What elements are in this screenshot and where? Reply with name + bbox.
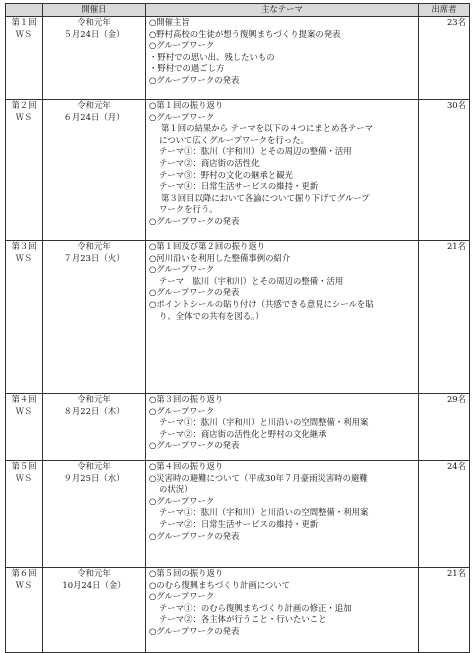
- theme-line: ○のむら復興まちづくり計画について: [149, 579, 291, 590]
- ws-number-cell: [6, 394, 43, 461]
- table-row: [6, 394, 470, 461]
- attendance-cell: [419, 461, 470, 568]
- theme-line: テーマ②：各主体が行うこと・行いたいこと: [159, 614, 327, 625]
- theme-line: テーマ①：肱川（宇和川）と川沿いの空間整備・利用案: [159, 507, 369, 518]
- theme-line: ワークを行う。: [159, 204, 218, 215]
- date-cell: [43, 568, 146, 653]
- header-ws: [6, 4, 43, 17]
- theme-line: テーマ④：日常生活サービスの維持・更新: [159, 181, 319, 192]
- date-text: 令和元年: [77, 394, 111, 404]
- theme-line: ○グループワークの発表: [149, 287, 240, 298]
- attendance-cell: [419, 568, 470, 653]
- theme-line: ○第４回の振り返り: [149, 461, 224, 471]
- theme-cell: [146, 100, 419, 241]
- attendance-text: 21名: [446, 241, 466, 251]
- ws-number-text: ＷＳ: [15, 252, 33, 263]
- ws-number-cell: [6, 100, 43, 241]
- ws-number-text: ＷＳ: [15, 579, 33, 590]
- date-text: 令和元年: [77, 100, 111, 110]
- theme-line: ○グループワーク: [149, 111, 215, 122]
- date-cell: [43, 17, 146, 100]
- date-cell: [43, 394, 146, 461]
- attendance-text: 30名: [446, 100, 466, 110]
- theme-line: ○開催主旨: [149, 17, 190, 27]
- theme-line: ○第１回の振り返り: [149, 100, 224, 110]
- table-row: [6, 461, 470, 568]
- date-cell: [43, 241, 146, 394]
- date-text: 令和元年: [77, 17, 111, 27]
- theme-line: テーマ①：肱川（宇和川）と川沿いの空間整備・利用案: [159, 417, 369, 428]
- theme-line: について広くグループワークを行った。: [159, 134, 309, 145]
- theme-cell: [146, 394, 419, 461]
- date-text: ５月24日（金）: [63, 28, 125, 39]
- attendance-text: 24名: [446, 461, 466, 471]
- ws-number-text: ＷＳ: [15, 472, 33, 483]
- theme-cell: [146, 17, 419, 100]
- theme-line: ○グループワーク: [149, 495, 215, 506]
- theme-cell: [146, 461, 419, 568]
- theme-line: ○グループワーク: [149, 40, 215, 51]
- theme-line: テーマ①：肱川（宇和川）とその周辺の整備・活用: [159, 146, 352, 157]
- date-text: ６月24日（月）: [63, 111, 125, 122]
- theme-line: ○第１回及び第２回の振り返り: [149, 241, 266, 251]
- table-row: [6, 17, 470, 100]
- attendance-cell: [419, 100, 470, 241]
- attendance-text: 29名: [446, 394, 466, 404]
- date-text: 令和元年: [77, 568, 111, 578]
- ws-number-text: 第６回: [11, 568, 37, 578]
- ws-number-cell: [6, 461, 43, 568]
- theme-line: ○野村高校の生徒が想う復興まちづくり提案の発表: [149, 28, 341, 39]
- theme-line: ○グループワーク: [149, 264, 215, 275]
- theme-line: テーマ③：野村の文化の継承と観光: [159, 169, 293, 180]
- theme-line: テーマ 肱川（宇和川）とその周辺の整備・活用: [159, 275, 344, 286]
- theme-line: ○第５回の振り返り: [149, 568, 224, 578]
- date-text: 10月24日（金）: [62, 579, 126, 590]
- ws-number-text: 第２回: [11, 100, 37, 110]
- theme-line: 第３回目以降において各論について掘り下げてグループ: [161, 192, 370, 203]
- ws-number-cell: [6, 17, 43, 100]
- attendance-cell: [419, 17, 470, 100]
- header-theme: 主なテーマ: [146, 4, 419, 17]
- theme-line: ○グループワークの発表: [149, 625, 240, 636]
- date-text: ９月25日（水）: [63, 472, 125, 483]
- date-text: 令和元年: [77, 241, 111, 251]
- theme-line: ○災害時の避難について（平成30年７月豪雨災害時の避難: [149, 472, 368, 483]
- theme-line: 第１回の結果から テーマを以下の４つにまとめ各テーマ: [161, 123, 374, 134]
- workshop-table: [5, 3, 470, 653]
- theme-line: テーマ②：商店街の活性化: [159, 157, 260, 168]
- header-date: 開催日: [43, 4, 146, 17]
- theme-line: ○第３回の振り返り: [149, 394, 224, 404]
- theme-line: ○グループワーク: [149, 405, 215, 416]
- theme-line: ○グループワークの発表: [149, 74, 240, 85]
- ws-number-text: ＷＳ: [15, 111, 33, 122]
- theme-line: ○ポイントシールの貼り付け（共感できる意見にシールを貼: [149, 298, 374, 309]
- theme-line: ○グループワークの発表: [149, 530, 240, 541]
- table-row: [6, 100, 470, 241]
- theme-line: テーマ①：のむら復興まちづくり計画の修正・追加: [159, 602, 352, 613]
- theme-line: り、全体での共有を図る。）: [159, 310, 264, 321]
- ws-number-text: 第３回: [11, 241, 37, 251]
- table-row: [6, 568, 470, 653]
- theme-line: ○河川沿いを利用した整備事例の紹介: [149, 252, 291, 263]
- ws-number-text: 第５回: [11, 461, 37, 471]
- ws-number-text: ＷＳ: [15, 405, 33, 416]
- theme-line: ○グループワークの発表: [149, 215, 240, 226]
- attendance-cell: [419, 394, 470, 461]
- date-text: ８月22日（木）: [63, 405, 125, 416]
- attendance-text: 21名: [446, 568, 466, 578]
- date-text: ７月23日（火）: [63, 252, 125, 263]
- theme-line: ・野村での過ごし方: [149, 63, 225, 74]
- theme-line: ・野村での思い出、残したいもの: [149, 51, 275, 62]
- theme-cell: [146, 568, 419, 653]
- theme-line: テーマ②：日常生活サービスの維持・更新: [159, 518, 319, 529]
- table-row: [6, 241, 470, 394]
- date-text: 令和元年: [77, 461, 111, 471]
- ws-number-text: ＷＳ: [15, 28, 33, 39]
- theme-line: ○グループワーク: [149, 591, 215, 602]
- theme-line: テーマ②：商店街の活性化と野村の文化継承: [159, 428, 327, 439]
- ws-number-text: 第４回: [11, 394, 37, 404]
- theme-line: ○グループワークの発表: [149, 440, 240, 451]
- attendance-cell: [419, 241, 470, 394]
- date-cell: [43, 100, 146, 241]
- date-cell: [43, 461, 146, 568]
- ws-number-cell: [6, 568, 43, 653]
- header-row: [6, 4, 470, 17]
- attendance-text: 23名: [446, 17, 466, 27]
- header-attendance: 出席者: [419, 4, 470, 17]
- ws-number-text: 第１回: [11, 17, 37, 27]
- theme-cell: [146, 241, 419, 394]
- ws-number-cell: [6, 241, 43, 394]
- theme-line: の状況）: [159, 484, 193, 495]
